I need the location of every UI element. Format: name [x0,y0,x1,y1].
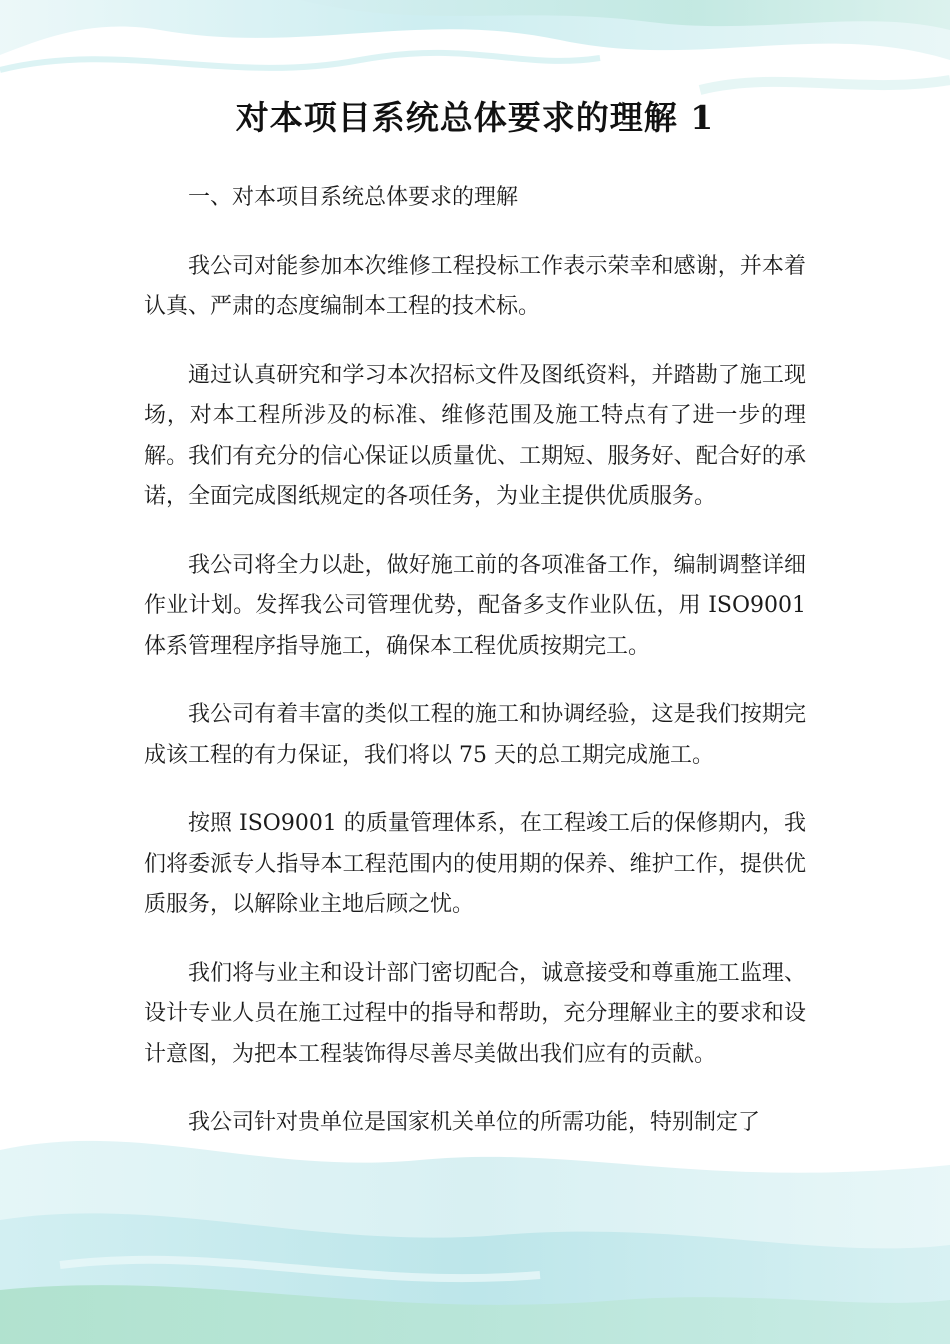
paragraph: 我公司针对贵单位是国家机关单位的所需功能，特别制定了 [188,1110,761,1135]
section-heading: 一、对本项目系统总体要求的理解 [188,185,519,210]
document-title: 对本项目系统总体要求的理解 1 [235,98,715,137]
paragraph: 按照 ISO9001 的质量管理体系，在工程竣工后的保修期内，我们将委派专人指导本工程范围内的使用期的保养、维护工作，提供优质服务，以解除业主地后顾之忧。 [144,811,806,917]
paragraph: 我公司将全力以赴，做好施工前的各项准备工作，编制调整详细作业计划。发挥我公司管理优势，配备多支作业队伍，用 ISO9001 体系管理程序指导施工，确保本工程优质按期完工。 [144,552,806,659]
paragraph: 通过认真研究和学习本次招标文件及图纸资料，并踏勘了施工现场，对本工程所涉及的标准、维修范围及施工特点有了进一步的理解。我们有充分的信心保证以质量优、工期短、服务好、配合好的承诺，全面完成图纸规定的各项任务，为业主提供优质服务。 [144,362,806,509]
paragraph: 我们将与业主和设计部门密切配合，诚意接受和尊重施工监理、设计专业人员在施工过程中的指导和帮助，充分理解业主的要求和设计意图，为把本工程装饰得尽善尽美做出我们应有的贡献。 [144,960,806,1067]
document-body [144,178,806,1172]
paragraph: 我公司对能参加本次维修工程投标工作表示荣幸和感谢，并本着认真、严肃的态度编制本工程的技术标。 [144,253,806,319]
paragraph: 我公司有着丰富的类似工程的施工和协调经验，这是我们按期完成该工程的有力保证，我们将以 75 天的总工期完成施工。 [144,702,806,768]
